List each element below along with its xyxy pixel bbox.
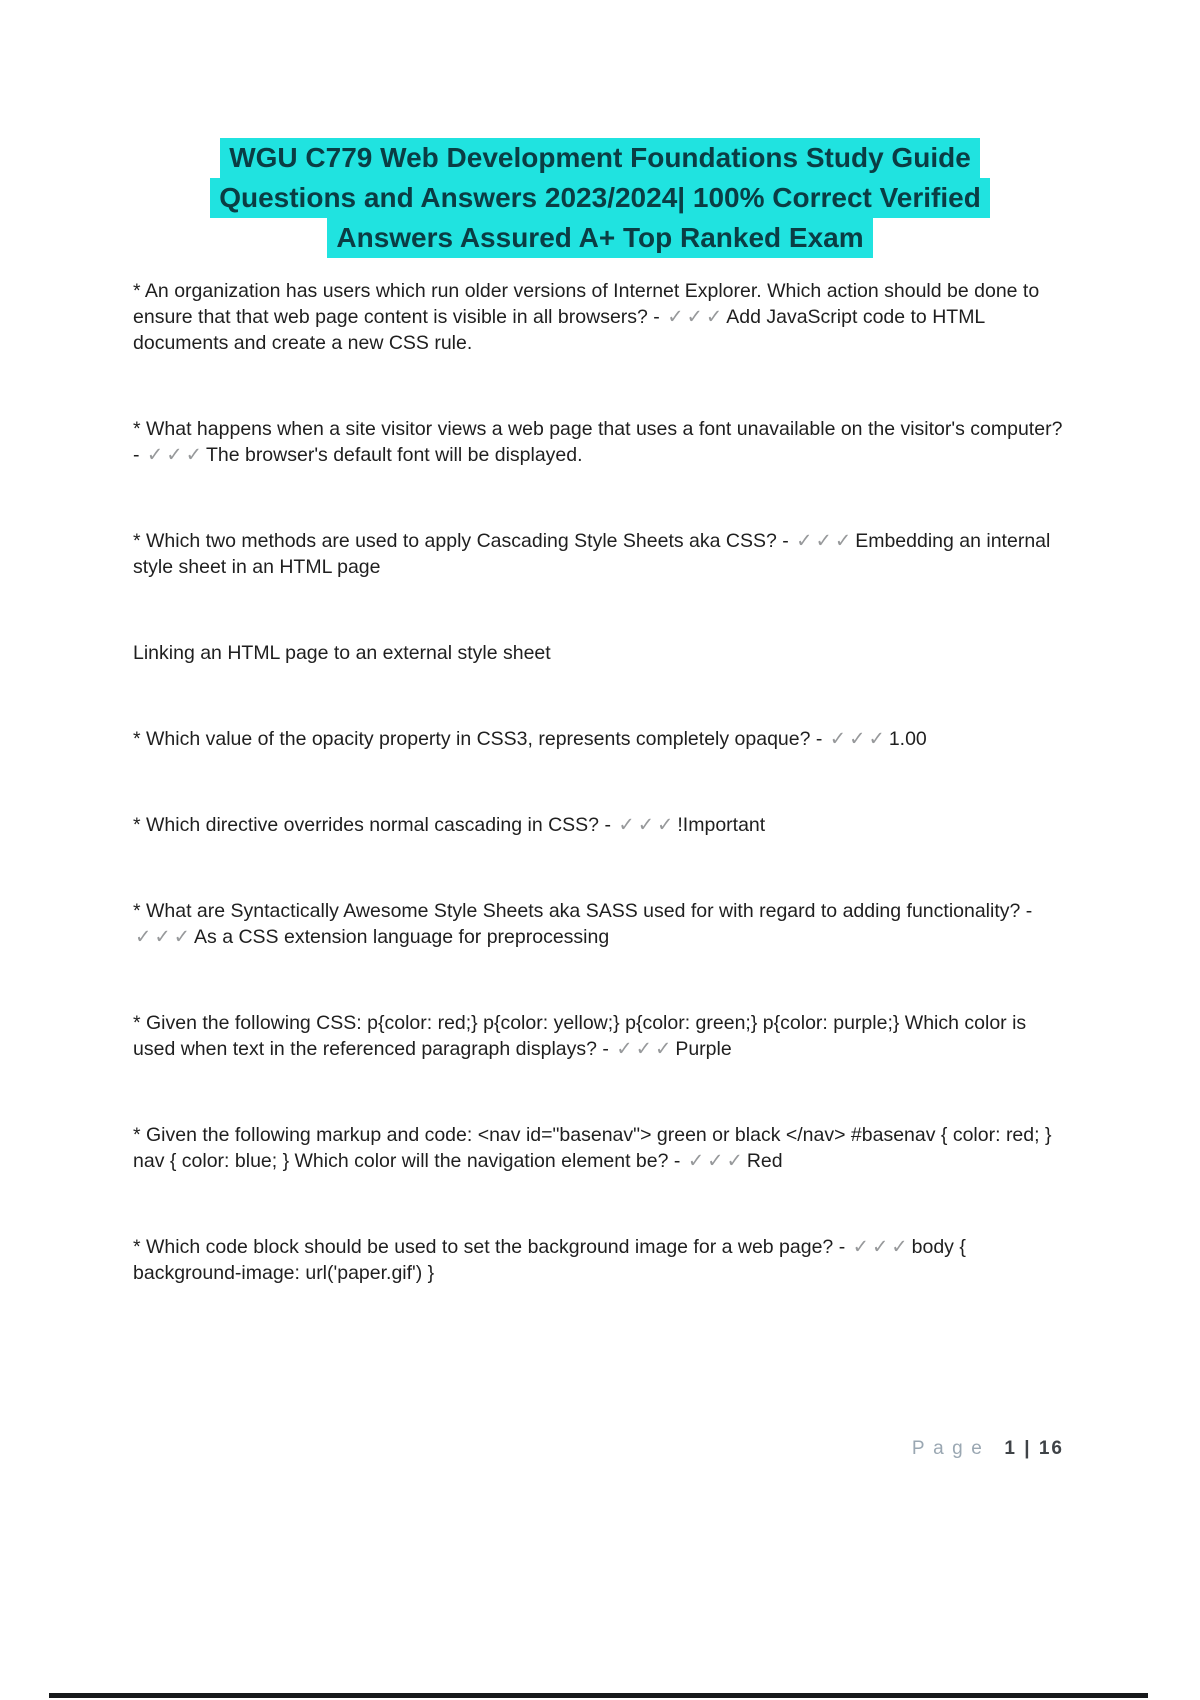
qa-item [133, 278, 1067, 356]
question-text: * An organization has users which run older versions of Internet Explorer. Which action should be done to ensure that that web page content is visible in all browsers? - [133, 280, 1040, 328]
checkmarks-icon: ✓✓✓ [829, 728, 888, 750]
checkmarks-icon: ✓✓✓ [135, 926, 194, 948]
title-highlight: Questions and Answers 2023/2024| 100% Correct Verified [210, 178, 990, 218]
checkmarks-icon: ✓✓✓ [667, 306, 726, 328]
question-text: * What are Syntactically Awesome Style Sheets aka SASS used for with regard to adding functionality? - [133, 900, 1033, 922]
question-text: * What happens when a site visitor views a web page that uses a font unavailable on the visitor's computer? - [133, 418, 1063, 466]
question-text: * Which value of the opacity property in CSS3, represents completely opaque? - [133, 728, 828, 750]
answer-text: Embedding an internal style sheet in an HTML page [133, 530, 1051, 578]
question-text: Linking an HTML page to an external style sheet [133, 642, 551, 664]
checkmarks-icon: ✓✓✓ [852, 1236, 911, 1258]
answer-text: As a CSS extension language for preprocessing [194, 926, 610, 948]
answer-text: 1.00 [888, 728, 927, 750]
page-divider [49, 1693, 1148, 1698]
title-line [110, 218, 1090, 258]
answer-text: Add JavaScript code to HTML documents and create a new CSS rule. [133, 306, 985, 354]
qa-item [133, 528, 1067, 580]
qa-item [133, 898, 1067, 950]
page-footer [912, 1438, 1064, 1460]
qa-list [133, 278, 1067, 1286]
answer-text: The browser's default font will be displayed. [205, 444, 583, 466]
checkmarks-icon: ✓✓✓ [618, 814, 677, 836]
title-line [110, 178, 1090, 218]
title-highlight: Answers Assured A+ Top Ranked Exam [327, 218, 872, 258]
qa-item [133, 640, 1067, 666]
question-text: * Which code block should be used to set the background image for a web page? - [133, 1236, 851, 1258]
answer-text: Purple [675, 1038, 732, 1060]
question-text: * Given the following CSS: p{color: red;} p{color: yellow;} p{color: green;} p{color: purple;} Which color is used when text in the referenced paragraph displays? - [133, 1012, 1027, 1060]
checkmarks-icon: ✓✓✓ [616, 1038, 675, 1060]
title-line [110, 138, 1090, 178]
qa-item [133, 416, 1067, 468]
answer-text: !Important [677, 814, 766, 836]
title-highlight: WGU C779 Web Development Foundations Study Guide [220, 138, 980, 178]
document-title [110, 138, 1090, 258]
qa-item [133, 726, 1067, 752]
question-text: * Which directive overrides normal cascading in CSS? - [133, 814, 617, 836]
checkmarks-icon: ✓✓✓ [796, 530, 855, 552]
answer-text: body { background-image: url('paper.gif') } [133, 1236, 966, 1284]
question-text: * Given the following markup and code: <nav id="basenav"> green or black </nav> #basenav { color: red; } nav { color: blue; } Which color will the navigation element be? - [133, 1124, 1052, 1172]
qa-item [133, 1234, 1067, 1286]
checkmarks-icon: ✓✓✓ [146, 444, 205, 466]
qa-item [133, 1010, 1067, 1062]
footer-page-label: Page [911, 1438, 991, 1459]
qa-item [133, 812, 1067, 838]
footer-page-number: 1 | 16 [1004, 1438, 1064, 1459]
answer-text: Red [746, 1150, 783, 1172]
checkmarks-icon: ✓✓✓ [687, 1150, 746, 1172]
qa-item [133, 1122, 1067, 1174]
question-text: * Which two methods are used to apply Cascading Style Sheets aka CSS? - [133, 530, 795, 552]
